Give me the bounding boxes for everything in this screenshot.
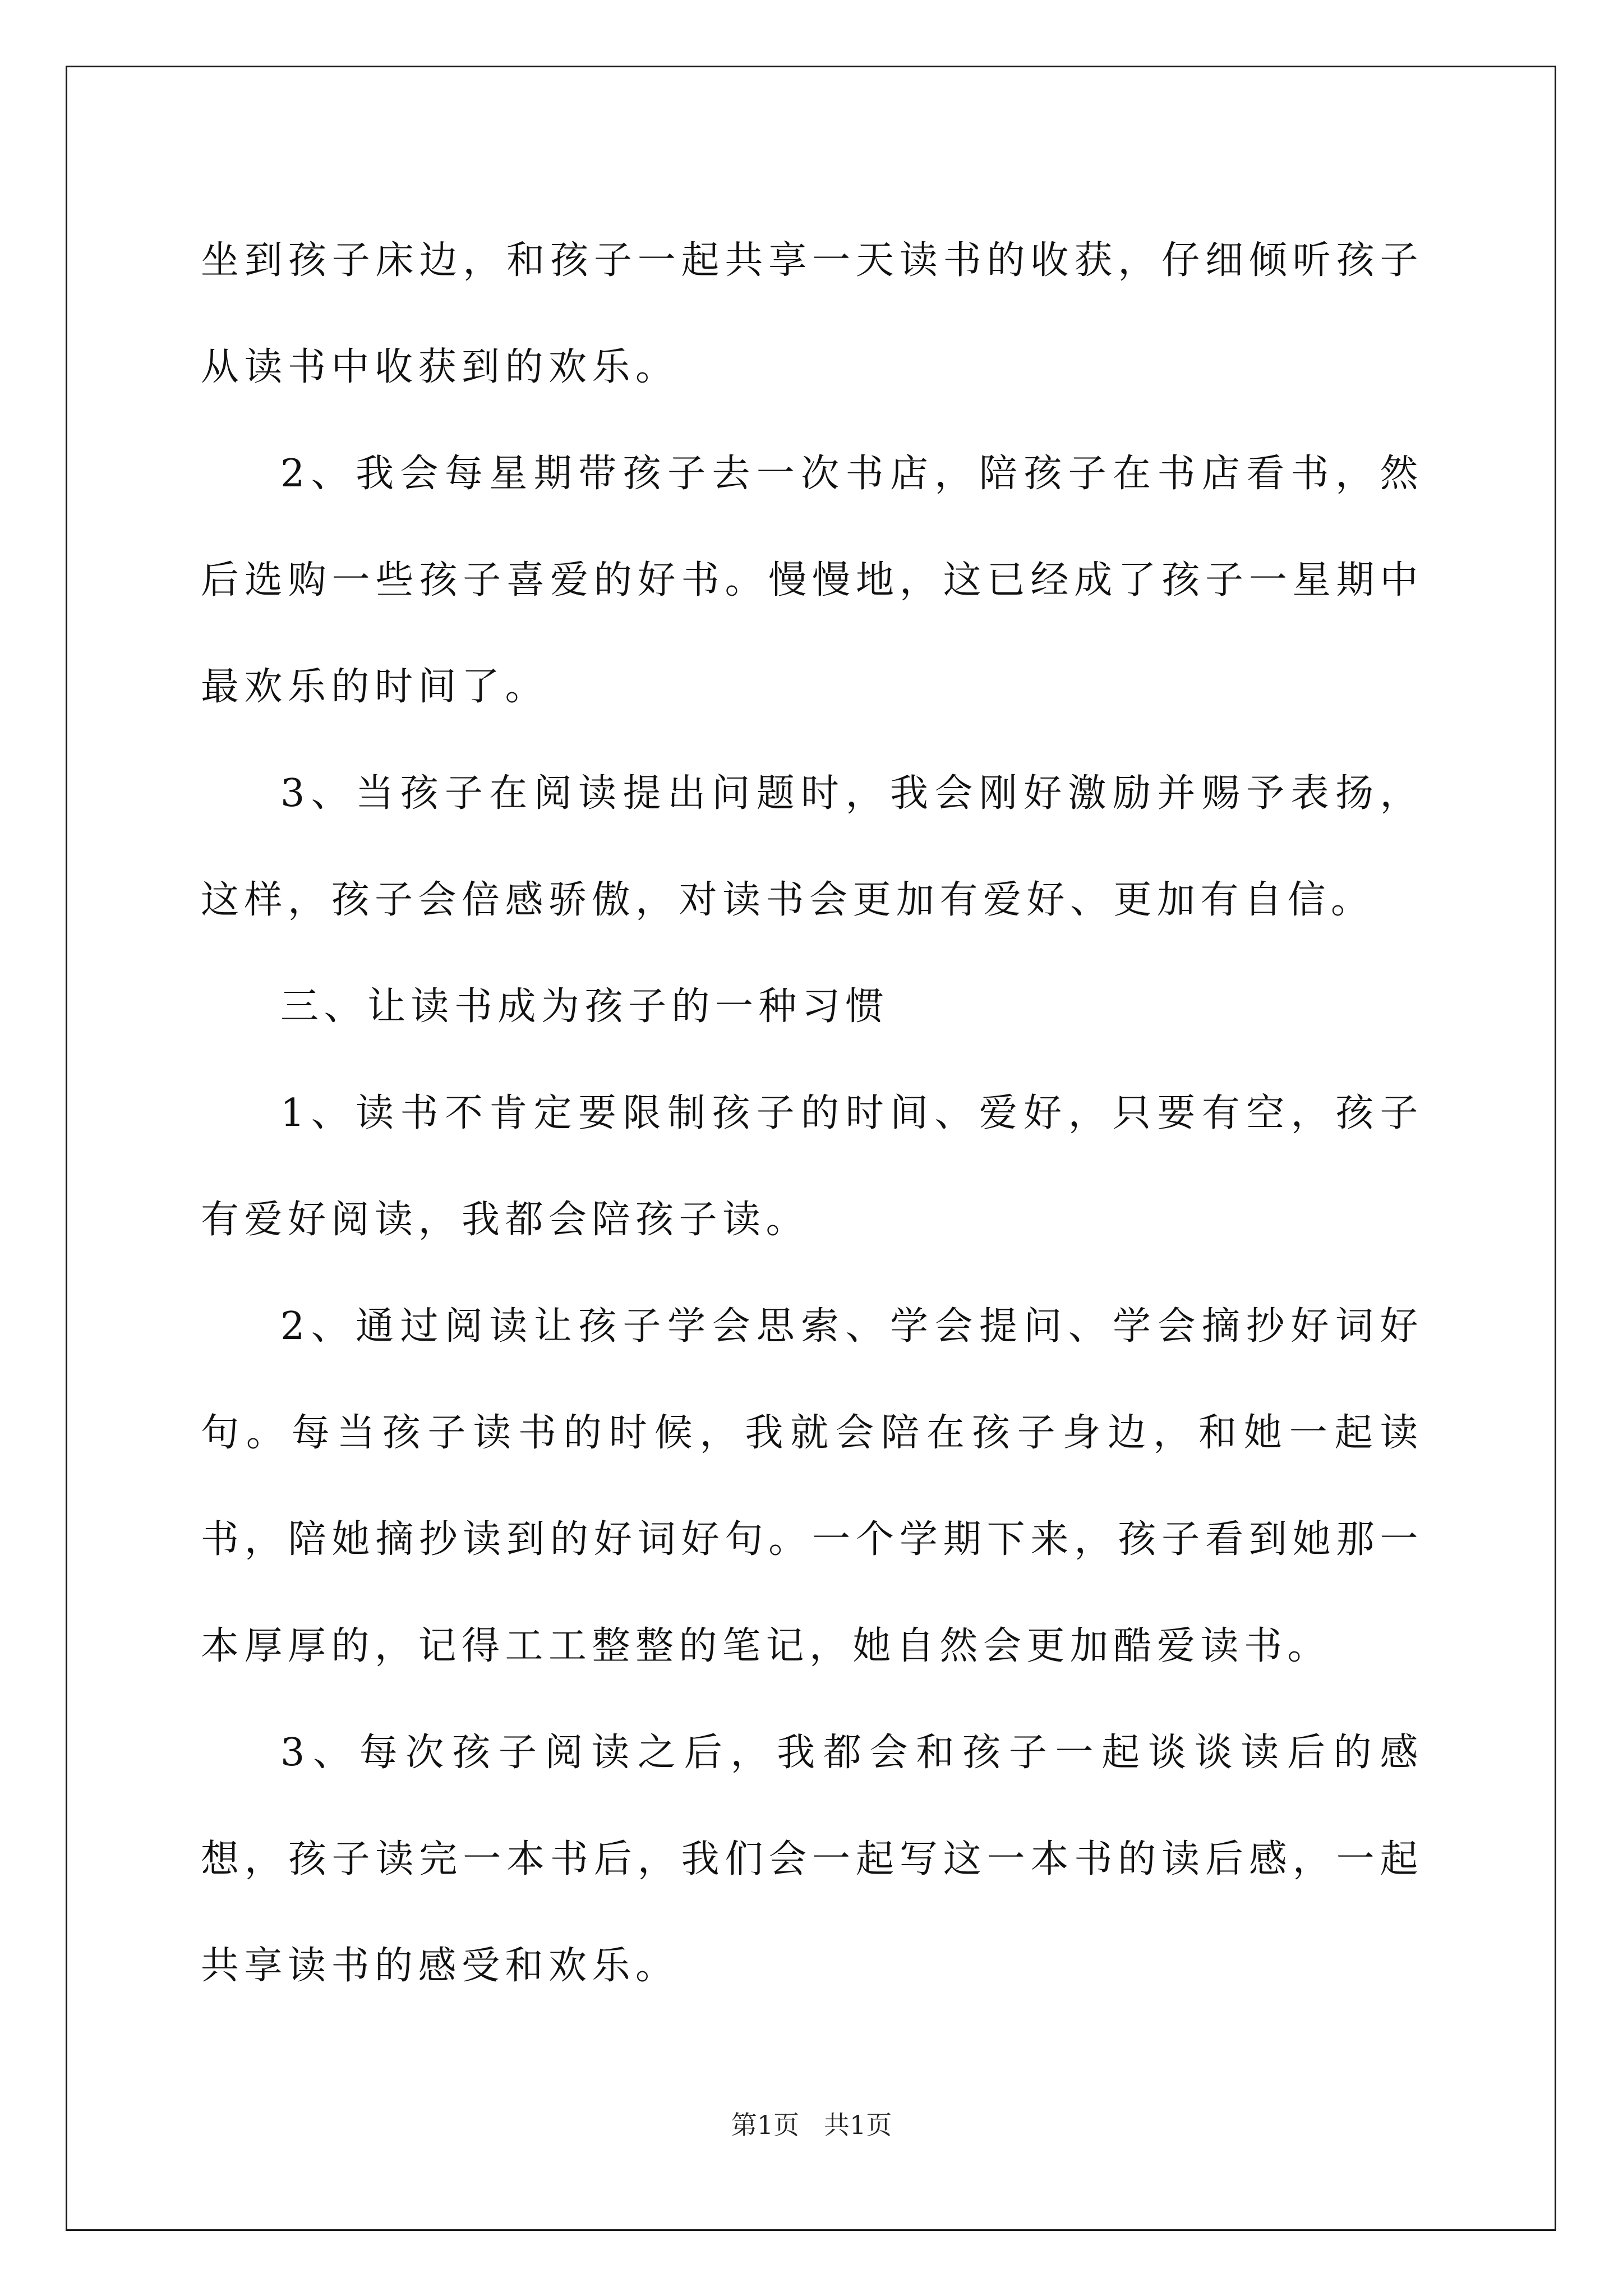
page-footer	[0, 2105, 1623, 2142]
page-number: 第1页	[731, 2110, 800, 2140]
paragraph-item-3-praise: 3、当孩子在阅读提出问题时，我会刚好激励并赐予表扬，这样，孩子会倍感骄傲，对读书会更加有爱好、更加有自信。	[201, 771, 1423, 922]
paragraph-continuation: 坐到孩子床边，和孩子一起共享一天读书的收获，仔细倾听孩子从读书中收获到的欢乐。	[201, 238, 1423, 389]
section-heading-habit: 三、让读书成为孩子的一种习惯	[280, 984, 889, 1029]
page-total: 共1页	[823, 2110, 892, 2140]
paragraph-item-3-reflections: 3、每次孩子阅读之后，我都会和孩子一起谈谈读后的感想，孩子读完一本书后，我们会一起写这一本书的读后感，一起共享读书的感受和欢乐。	[201, 1731, 1423, 1988]
paragraph-item-2-bookstore: 2、我会每星期带孩子去一次书店，陪孩子在书店看书，然后选购一些孩子喜爱的好书。慢慢地，这已经成了孩子一星期中最欢乐的时间了。	[201, 452, 1423, 709]
paragraph-item-2-notes: 2、通过阅读让孩子学会思索、学会提问、学会摘抄好词好句。每当孩子读书的时候，我就会陪在孩子身边，和她一起读书，陪她摘抄读到的好词好句。一个学期下来，孩子看到她那一本厚厚的，记得工工整整的笔记，她自然会更加酷爱读书。	[201, 1304, 1423, 1668]
document-body	[201, 208, 1423, 2019]
paragraph-item-1-reading-time: 1、读书不肯定要限制孩子的时间、爱好，只要有空，孩子有爱好阅读，我都会陪孩子读。	[201, 1091, 1423, 1242]
